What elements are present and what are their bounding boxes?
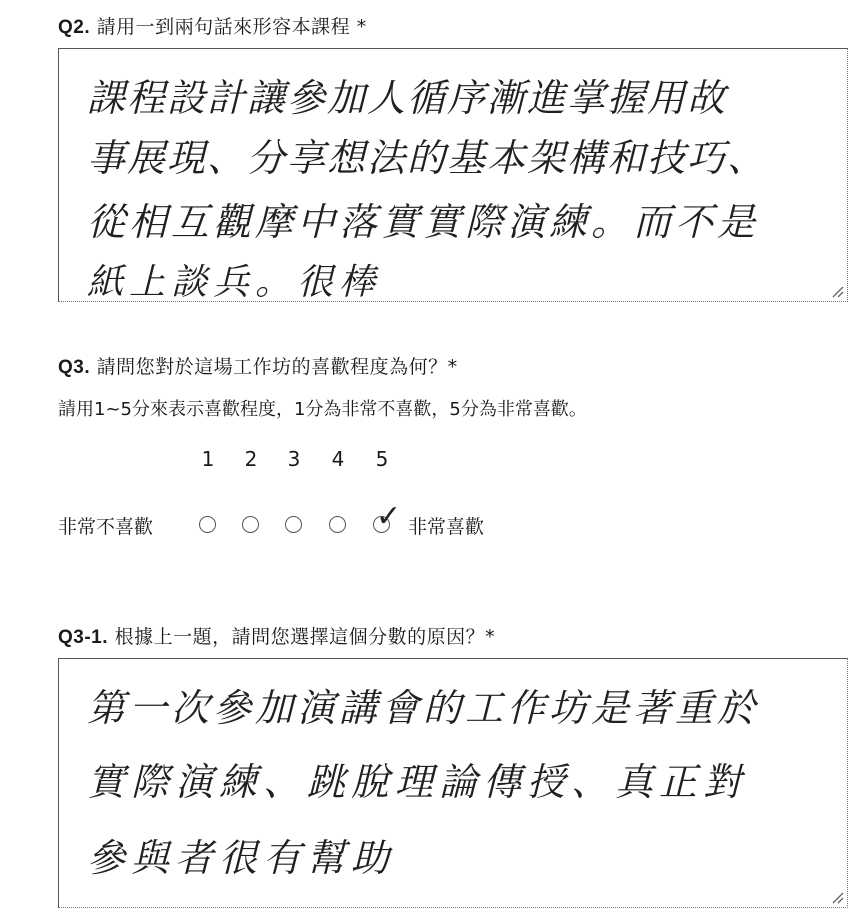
scale-number: 4 xyxy=(331,447,345,471)
q2-title xyxy=(58,12,367,39)
q3-text: 請問您對於這場工作坊的喜歡程度為何？* xyxy=(90,356,458,378)
q3-1-text: 根據上一題，請問您選擇這個分數的原因？* xyxy=(108,626,496,648)
check-mark-icon: ✓ xyxy=(376,499,402,534)
q2-text: 請用一到兩句話來形容本課程 * xyxy=(90,16,367,38)
low-label: 非常不喜歡 xyxy=(58,516,154,538)
scale-number: 3 xyxy=(287,447,301,471)
resize-handle-icon[interactable] xyxy=(830,890,844,904)
q2-answer-line: 事展現、分享想法的基本架構和技巧、 xyxy=(87,136,768,180)
resize-handle-icon[interactable] xyxy=(830,284,844,298)
q3-1-title xyxy=(58,622,495,649)
q2-answer-box[interactable] xyxy=(58,48,848,302)
scale-number: 1 xyxy=(201,447,215,471)
scale-number: 2 xyxy=(244,447,258,471)
q3-1-answer-line: 第一次參加演講會的工作坊是著重於 xyxy=(87,686,760,730)
q2-number: Q2. xyxy=(58,17,91,38)
q3-1-answer-box[interactable] xyxy=(58,658,848,908)
high-label: 非常喜歡 xyxy=(408,516,485,538)
q3-1-number: Q3-1. xyxy=(58,627,109,648)
q3-number: Q3. xyxy=(58,357,91,378)
q3-1-answer-line: 實際演練、跳脫理論傳授、真正對 xyxy=(87,760,748,804)
q3-1-answer-line: 參與者很有幫助 xyxy=(87,836,396,880)
scale-number: 5 xyxy=(375,447,389,471)
q2-answer-line: 紙上談兵。很棒 xyxy=(87,262,382,303)
q2-answer-line: 從相互觀摩中落實實際演練。而不是 xyxy=(87,200,760,244)
q3-subtitle: 請用1~5分來表示喜歡程度，1分為非常不喜歡，5分為非常喜歡。 xyxy=(58,399,587,420)
radio-option-2[interactable] xyxy=(242,516,259,533)
radio-option-1[interactable] xyxy=(199,516,216,533)
q2-answer-line: 課程設計讓參加人循序漸進掌握用故 xyxy=(87,76,728,120)
radio-option-3[interactable] xyxy=(285,516,302,533)
q3-title xyxy=(58,352,458,379)
radio-option-4[interactable] xyxy=(329,516,346,533)
